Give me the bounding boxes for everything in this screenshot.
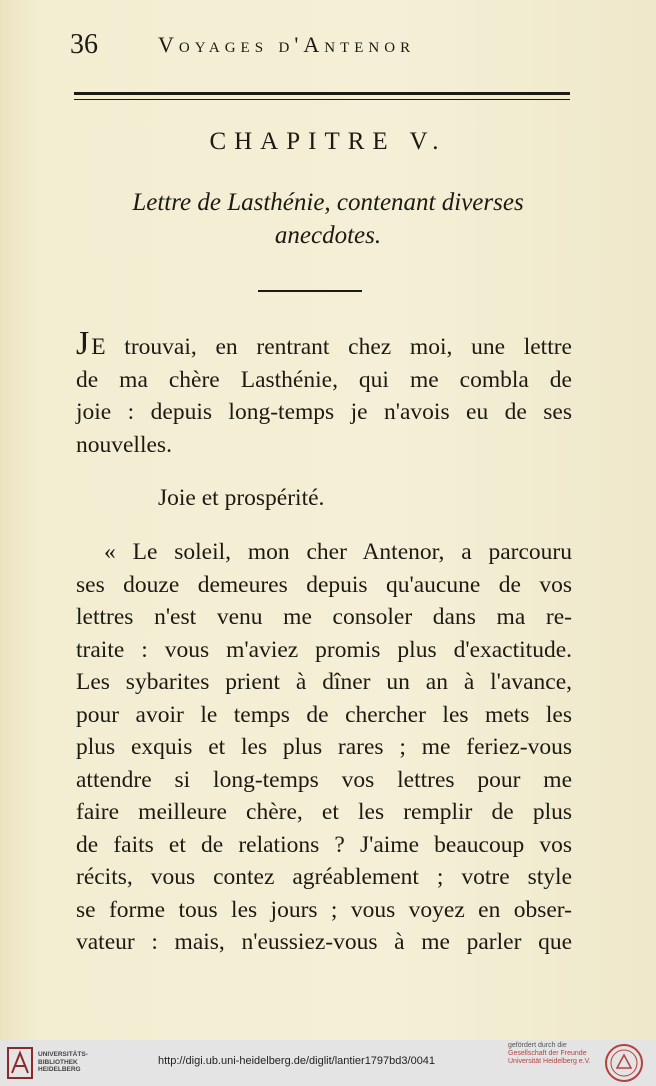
library-name [38,1051,88,1074]
university-logo-icon[interactable] [7,1047,33,1079]
text-line: attendre si long-temps vos lettres pour me [76,766,572,793]
sponsor-org-line: Gesellschaft der Freunde [508,1050,587,1057]
text-line: se forme tous les jours ; vous voyez en obser- [76,896,572,923]
text-line: traite : vous m'aviez promis plus d'exactitude. [76,636,572,663]
letter-paragraph [76,536,572,959]
digitization-footer [0,1040,656,1086]
text-line: de faits et de relations ? J'aime beaucoup vos [76,831,572,858]
sponsor-org-line: Universität Heidelberg e.V. [508,1058,591,1065]
opening-paragraph [76,325,572,461]
text-line: « Le soleil, mon cher Antenor, a parcouru [104,539,572,565]
subtitle-line: anecdotes. [274,222,382,249]
drop-cap: J [76,325,90,362]
sponsor-credit [508,1042,600,1066]
section-divider [258,290,362,292]
letter-greeting: Joie et prospérité. [158,485,325,511]
text-line [76,325,572,364]
text-line: de ma chère Lasthénie, qui me combla de [76,366,572,393]
page-number: 36 [70,29,98,60]
page-header [70,28,580,64]
library-name-line: UNIVERSITÄTS- [38,1051,88,1058]
text-line: pour avoir le temps de chercher les mets les [76,701,572,728]
text-line-content: E trouvai, en rentrant chez moi, une lettre [91,334,572,360]
text-line: joie : depuis long-temps je n'avois eu de ses [76,399,572,425]
text-line: plus exquis et les plus rares ; me feriez-vous [76,734,572,760]
subtitle-line: Lettre de Lasthénie, contenant diverses [132,189,524,216]
text-line: vateur : mais, n'eussiez-vous à me parler que [76,929,572,955]
text-line: faire meilleure chère, et les remplir de plus [76,799,572,825]
header-rule-thick [74,92,570,95]
text-line: nouvelles. [76,431,172,458]
text-line: récits, vous contez agréablement ; votre style [76,864,572,890]
text-line: ses douze demeures depuis qu'aucune de vos [76,571,572,598]
running-title: Voyages d'Antenor [158,32,416,57]
header-rule-thin [74,99,570,100]
library-name-line: BIBLIOTHEK [38,1058,78,1066]
permalink-url[interactable]: http://digi.ub.uni-heidelberg.de/diglit/lantier1797bd3/0041 [158,1055,436,1067]
text-line: lettres n'est venu me consoler dans ma re- [76,604,572,630]
library-name-line: HEIDELBERG [38,1066,81,1073]
text-line: Les sybarites prient à dîner un an à l'avance, [76,669,572,695]
chapter-title: CHAPITRE V. [209,128,447,155]
chapter-subtitle [72,186,584,252]
sponsor-label: gefördert durch die [508,1042,567,1049]
university-seal-icon[interactable] [604,1043,644,1083]
